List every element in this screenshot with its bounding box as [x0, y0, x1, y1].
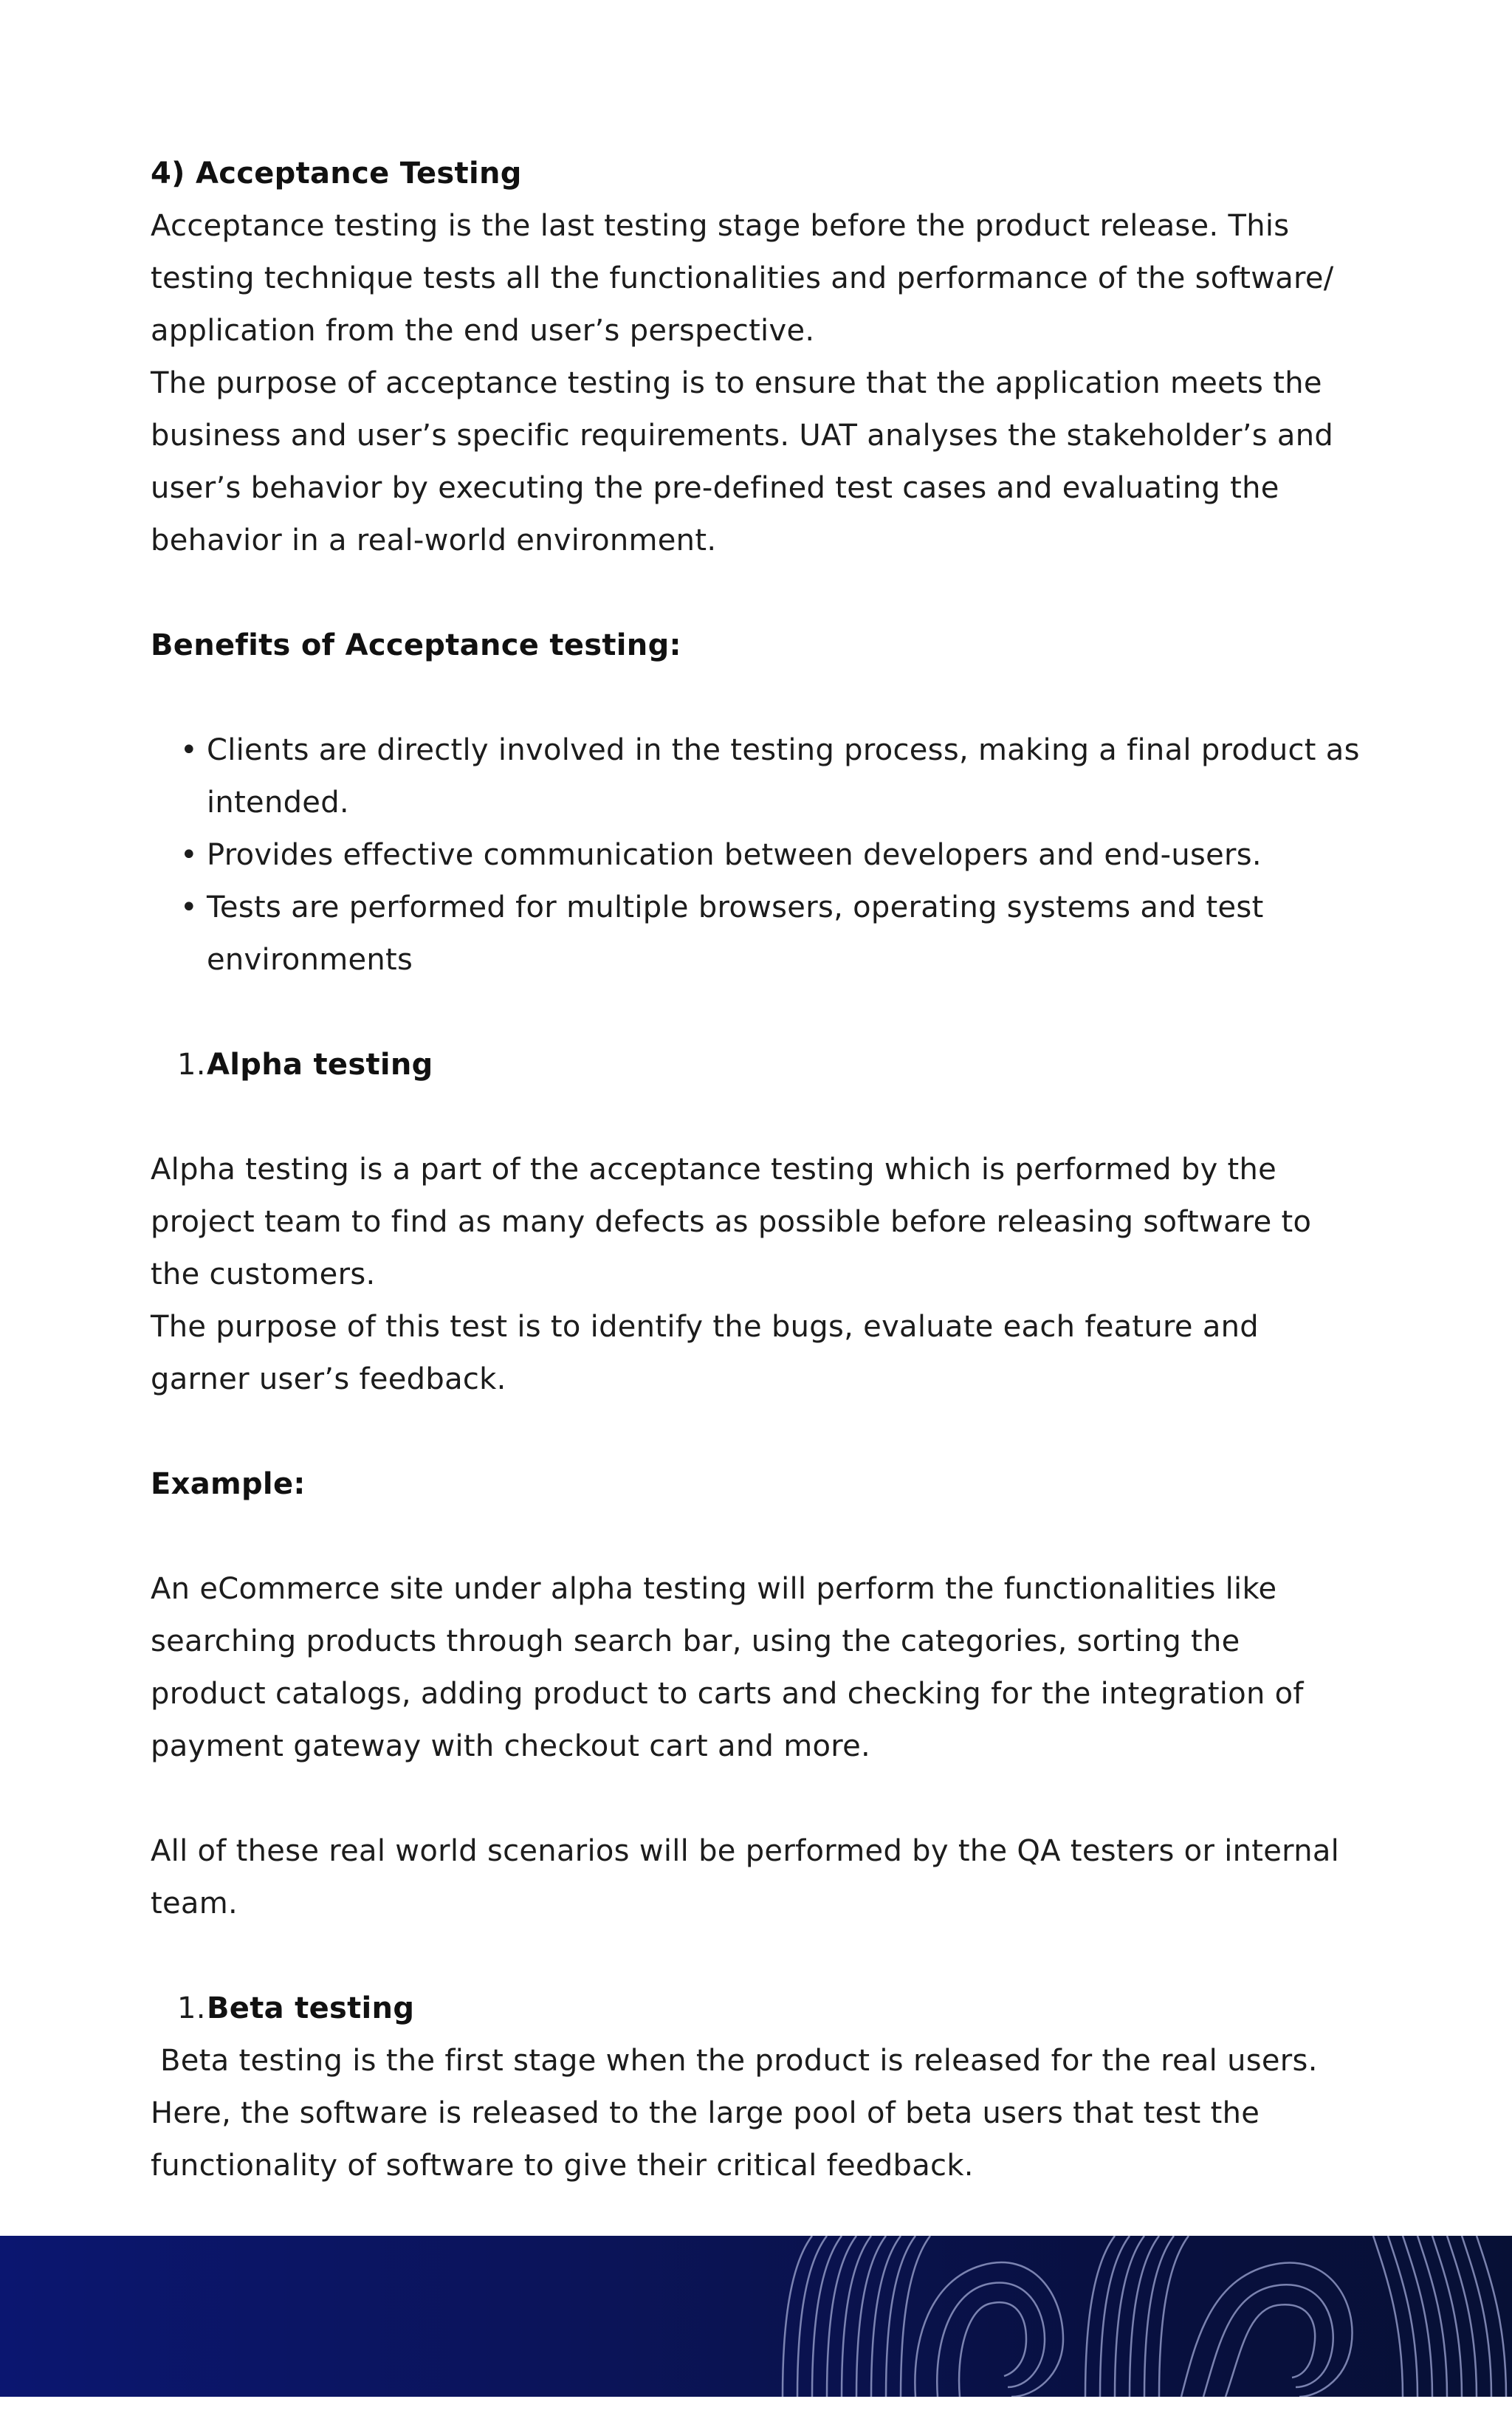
beta-testing-title: Beta testing: [207, 1991, 415, 2025]
beta-testing-heading: [151, 1983, 1361, 2035]
intro-paragraph-2: The purpose of acceptance testing is to ensure that the application meets the business and user’s specific requirements. UAT analyses the stakeholder’s and user’s behavior by executing the pre-defined test cases and evaluating the behavior in a real-world environment.: [151, 366, 1334, 557]
example-paragraph-1: An eCommerce site under alpha testing will perform the functionalities like searching products through search bar, using the categories, sorting the product catalogs, adding product to carts and checking for the integration of payment gateway with checkout cart and more.: [151, 1572, 1304, 1763]
spacer: [151, 1406, 1361, 1458]
list-number: 1.: [177, 1048, 206, 1082]
benefit-text: Provides effective communication between developers and end-users.: [207, 838, 1262, 872]
spacer: [151, 986, 1361, 1039]
wave-lines: [783, 2236, 1506, 2397]
bullet-icon: •: [180, 733, 198, 767]
example-heading: Example:: [151, 1467, 306, 1501]
footer-decoration: [0, 2236, 1512, 2397]
benefits-list: [151, 724, 1361, 986]
spacer: [151, 1511, 1361, 1563]
benefit-text: Tests are performed for multiple browsers, operating systems and test environments: [207, 890, 1264, 977]
spacer: [151, 672, 1361, 724]
bullet-icon: •: [180, 838, 198, 872]
list-item: [151, 724, 1361, 829]
bullet-icon: •: [180, 890, 198, 924]
list-item: [151, 829, 1361, 882]
intro-paragraph-1: Acceptance testing is the last testing stage before the product release. This testing technique tests all the functionalities and performance of the software/ application from the end user’s perspective.: [151, 209, 1334, 348]
list-number: 1.: [177, 1991, 206, 2025]
alpha-paragraph-2: The purpose of this test is to identify the bugs, evaluate each feature and garner user’s feedback.: [151, 1310, 1259, 1396]
beta-paragraph-1: Beta testing is the first stage when the product is released for the real users. Here, the software is released to the large pool of beta users that test the functionality of software to give their critical feedback.: [151, 2044, 1327, 2183]
alpha-paragraph-1: Alpha testing is a part of the acceptance testing which is performed by the project team to find as many defects as possible before releasing software to the customers.: [151, 1153, 1312, 1291]
section-heading: 4) Acceptance Testing: [151, 157, 522, 190]
benefits-heading: Benefits of Acceptance testing:: [151, 628, 681, 662]
alpha-testing-heading: [151, 1039, 1361, 1091]
spacer: [151, 567, 1361, 619]
document-body: [151, 148, 1361, 2192]
spacer: [151, 1773, 1361, 1825]
list-item: [151, 882, 1361, 986]
wave-lines-decoration: [0, 2236, 1512, 2397]
example-paragraph-2: All of these real world scenarios will be performed by the QA testers or internal team.: [151, 1834, 1340, 1921]
spacer: [151, 1091, 1361, 1144]
spacer: [151, 1930, 1361, 1983]
alpha-testing-title: Alpha testing: [207, 1048, 433, 1082]
benefit-text: Clients are directly involved in the testing process, making a final product as intended.: [207, 733, 1360, 820]
